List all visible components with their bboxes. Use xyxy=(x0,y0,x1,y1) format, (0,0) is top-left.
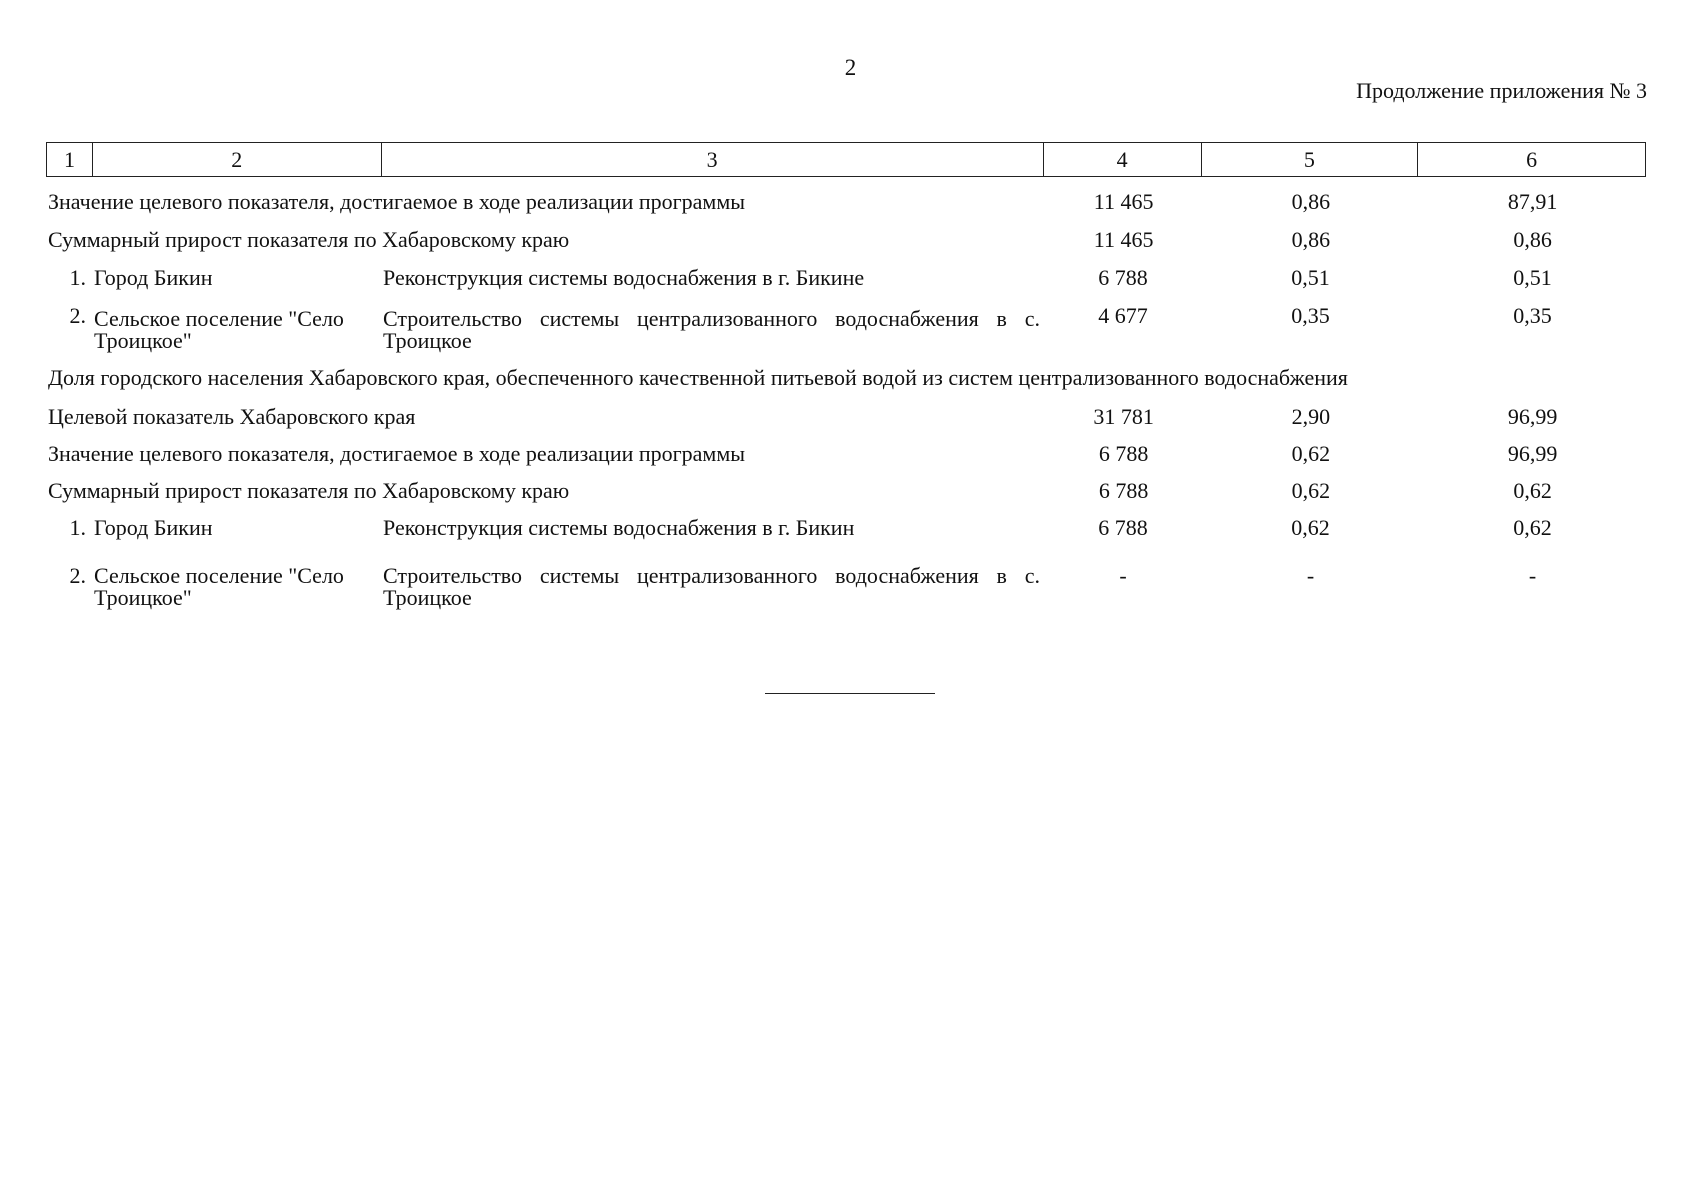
value-col6: 96,99 xyxy=(1507,404,1558,429)
value-col6: 0,35 xyxy=(1513,303,1552,328)
value-col4: - xyxy=(1119,563,1127,588)
value-col4: 6 788 xyxy=(1098,478,1149,503)
item-number: 1. xyxy=(69,265,86,290)
value-col5: 0,86 xyxy=(1291,189,1331,214)
value-col4: 6 788 xyxy=(1098,441,1149,466)
settlement-name: Сельское поселение "Село Троицкое" xyxy=(94,563,344,610)
value-col6: 0,86 xyxy=(1513,227,1552,252)
indicator-heading-row xyxy=(46,367,1646,389)
row-label: Значение целевого показателя, достигаемое в ходе реализации программы xyxy=(48,441,746,466)
value-col5: 2,90 xyxy=(1291,404,1331,429)
row-label: Суммарный прирост показателя по Хабаровскому краю xyxy=(48,227,570,252)
column-number-2: 2 xyxy=(93,143,382,176)
value-col6: 0,62 xyxy=(1513,515,1552,540)
settlement-row xyxy=(46,517,1646,539)
column-number-1: 1 xyxy=(47,143,93,176)
value-col5: 0,86 xyxy=(1291,227,1331,252)
value-col4: 31 781 xyxy=(1093,404,1154,429)
total-increase-row xyxy=(46,480,1646,502)
achieved-value-row xyxy=(46,191,1646,213)
item-number: 2. xyxy=(69,303,86,328)
row-label: Значение целевого показателя, достигаемое в ходе реализации программы xyxy=(48,189,746,214)
value-col6: 96,99 xyxy=(1507,441,1558,466)
value-col4: 4 677 xyxy=(1098,303,1148,328)
settlement-row xyxy=(46,267,1646,289)
settlement-name: Город Бикин xyxy=(94,515,213,540)
value-col4: 11 465 xyxy=(1093,189,1154,214)
value-col5: 0,35 xyxy=(1291,303,1330,328)
value-col5: 0,62 xyxy=(1291,441,1331,466)
value-col5: - xyxy=(1306,563,1315,588)
project-description: Реконструкция системы водоснабжения в г. Бикине xyxy=(383,265,865,290)
column-number-6: 6 xyxy=(1526,147,1538,172)
achieved-value-row xyxy=(46,443,1646,465)
column-number-5: 5 xyxy=(1202,143,1419,176)
value-col5: 0,62 xyxy=(1291,515,1330,540)
row-label: Суммарный прирост показателя по Хабаровскому краю xyxy=(48,478,570,503)
project-description: Строительство системы централизованного водоснабжения в с. Троицкое xyxy=(383,563,1040,610)
project-description: Реконструкция системы водоснабжения в г. Бикин xyxy=(383,515,855,540)
total-increase-row xyxy=(46,229,1646,251)
column-number-header-row xyxy=(46,142,1646,177)
value-col6: 87,91 xyxy=(1507,189,1558,214)
settlement-name: Сельское поселение "Село Троицкое" xyxy=(94,306,344,353)
appendix-continuation-note: Продолжение приложения № 3 xyxy=(1356,78,1647,103)
indicator-table-body xyxy=(46,178,1646,609)
column-number-3: 3 xyxy=(382,143,1044,176)
value-col5: 0,62 xyxy=(1291,478,1331,503)
settlement-row xyxy=(46,305,1646,352)
row-label: Целевой показатель Хабаровского края xyxy=(48,404,416,429)
value-col6: - xyxy=(1528,563,1537,588)
column-number-4: 4 xyxy=(1044,143,1202,176)
project-description: Строительство системы централизованного водоснабжения в с. Троицкое xyxy=(383,306,1040,353)
page-number: 2 xyxy=(844,55,857,80)
closing-divider-line xyxy=(765,693,935,694)
value-col4: 6 788 xyxy=(1098,265,1148,290)
value-col5: 0,51 xyxy=(1291,265,1330,290)
target-indicator-row xyxy=(46,406,1646,428)
indicator-heading: Доля городского населения Хабаровского края, обеспеченного качественной питьевой водой из систем централизованного водоснабжения xyxy=(48,365,1348,390)
settlement-row xyxy=(46,565,1646,609)
item-number: 2. xyxy=(69,563,86,588)
settlement-name: Город Бикин xyxy=(94,265,213,290)
value-col6: 0,62 xyxy=(1513,478,1552,503)
value-col4: 11 465 xyxy=(1093,227,1154,252)
item-number: 1. xyxy=(69,515,86,540)
value-col6: 0,51 xyxy=(1513,265,1552,290)
value-col4: 6 788 xyxy=(1098,515,1148,540)
